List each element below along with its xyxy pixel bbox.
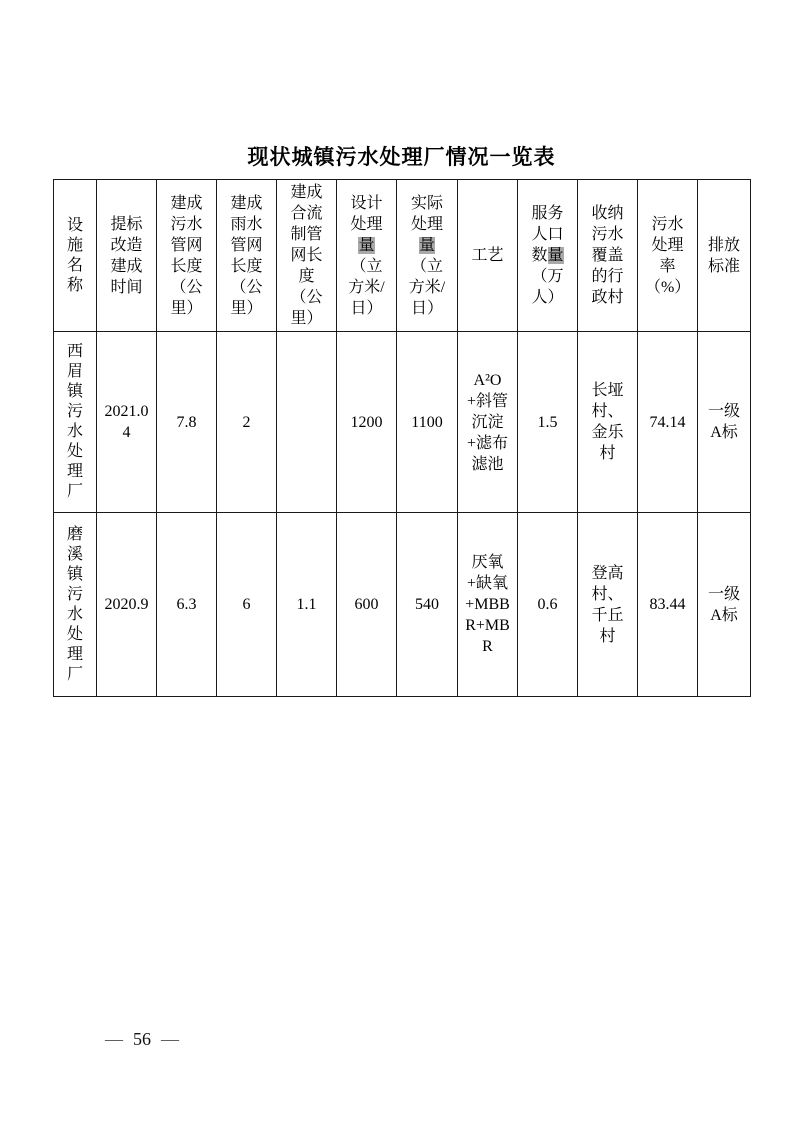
cell-discharge-standard: 一级A标 bbox=[698, 332, 751, 513]
cell-facility-name bbox=[54, 332, 97, 513]
cell-treatment-rate: 83.44 bbox=[638, 513, 698, 697]
cell-covered-villages: 登高村、千丘村 bbox=[578, 513, 638, 697]
facility-name-text: 西眉镇污水处理厂 bbox=[66, 343, 83, 500]
page-title: 现状城镇污水处理厂情况一览表 bbox=[247, 146, 556, 169]
col-header-covered-villages: 收纳污水覆盖的行政村 bbox=[578, 180, 638, 332]
service-population-label-pre: 服务人口数 bbox=[531, 205, 564, 264]
service-population-label-post: （万人） bbox=[531, 268, 564, 306]
col-header-actual-capacity bbox=[397, 180, 458, 332]
cell-combined-pipe-length bbox=[277, 332, 337, 513]
cell-process: A²O+斜管沉淀+滤布滤池 bbox=[458, 332, 518, 513]
table-row bbox=[54, 332, 751, 513]
actual-capacity-highlighted-char: 量 bbox=[418, 236, 435, 254]
col-header-upgrade-time: 提标改造建成时间 bbox=[97, 180, 157, 332]
col-header-design-capacity bbox=[337, 180, 397, 332]
col-header-service-population bbox=[518, 180, 578, 332]
service-population-highlighted-char: 量 bbox=[547, 247, 564, 264]
cell-rain-pipe-length: 6 bbox=[217, 513, 277, 697]
page-number-left-dash: — bbox=[105, 1029, 123, 1049]
cell-upgrade-time: 2021.04 bbox=[97, 332, 157, 513]
cell-sewage-pipe-length: 7.8 bbox=[157, 332, 217, 513]
col-header-combined-pipe-length: 建成合流制管网长度（公里） bbox=[277, 180, 337, 332]
cell-facility-name bbox=[54, 513, 97, 697]
col-header-process: 工艺 bbox=[458, 180, 518, 332]
cell-actual-capacity: 1100 bbox=[397, 332, 458, 513]
col-header-facility-name bbox=[54, 180, 97, 332]
page-number bbox=[105, 1028, 179, 1050]
actual-capacity-label-post: （立方米/日） bbox=[408, 257, 446, 317]
cell-covered-villages: 长垭村、金乐村 bbox=[578, 332, 638, 513]
cell-service-population: 1.5 bbox=[518, 332, 578, 513]
cell-process: 厌氧+缺氧+MBBR+MBR bbox=[458, 513, 518, 697]
col-header-sewage-pipe-length: 建成污水管网长度（公里） bbox=[157, 180, 217, 332]
page-number-value: 56 bbox=[133, 1029, 151, 1049]
sewage-plants-table bbox=[53, 179, 751, 697]
cell-design-capacity: 1200 bbox=[337, 332, 397, 513]
facility-name-text: 磨溪镇污水处理厂 bbox=[66, 525, 83, 683]
cell-sewage-pipe-length: 6.3 bbox=[157, 513, 217, 697]
cell-service-population: 0.6 bbox=[518, 513, 578, 697]
cell-design-capacity: 600 bbox=[337, 513, 397, 697]
col-header-treatment-rate: 污水处理率（%） bbox=[638, 180, 698, 332]
design-capacity-highlighted-char: 量 bbox=[358, 236, 375, 254]
actual-capacity-label-pre: 实际处理 bbox=[410, 194, 443, 233]
col-header-rain-pipe-length: 建成雨水管网长度（公里） bbox=[217, 180, 277, 332]
table-header-row bbox=[54, 180, 751, 332]
cell-upgrade-time: 2020.9 bbox=[97, 513, 157, 697]
col-header-discharge-standard: 排放标准 bbox=[698, 180, 751, 332]
cell-rain-pipe-length: 2 bbox=[217, 332, 277, 513]
cell-treatment-rate: 74.14 bbox=[638, 332, 698, 513]
design-capacity-label-pre: 设计处理 bbox=[350, 194, 383, 233]
cell-actual-capacity: 540 bbox=[397, 513, 458, 697]
col-header-facility-name-label: 设施名称 bbox=[66, 216, 83, 294]
table-row bbox=[54, 513, 751, 697]
cell-combined-pipe-length: 1.1 bbox=[277, 513, 337, 697]
page-number-right-dash: — bbox=[161, 1029, 179, 1049]
design-capacity-label-post: （立方米/日） bbox=[348, 257, 385, 317]
cell-discharge-standard: 一级A标 bbox=[698, 513, 751, 697]
